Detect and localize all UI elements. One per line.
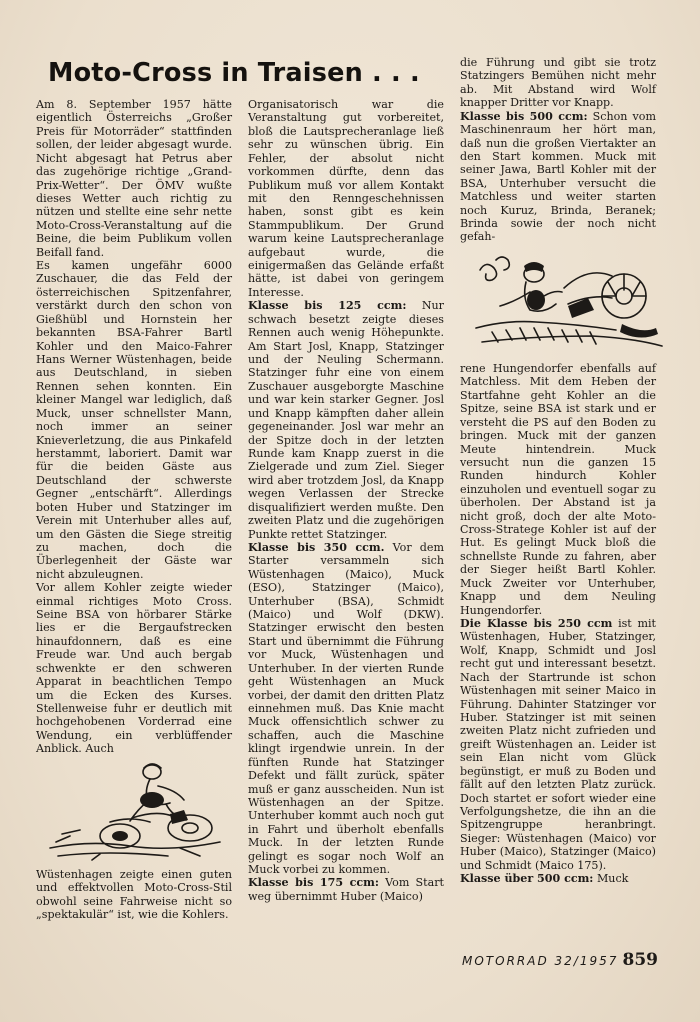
class-350-report: Klasse bis 350 ccm. Vor dem Starter versammeln sich Wüstenhagen (Maico), Muck (ESO), Statzinger (Maico), Unterhuber (BSA), Schmidt (Maico) und Wolf (DKW). Statzinger erwischt den besten Start und übernimmt die Führung vor Muck, Wüstenhagen und Unterhuber. In der vierten Runde geht Wüstenhagen an Muck vorbei, der damit den dritten Platz einnehmen muß. Das Knie macht Muck offensichtlich schwer zu schaffen, auch die Maschine klingt irgendwie unrein. In der fünften Runde hat Statzinger Defekt und fällt zurück, später muß er ganz ausscheiden. Nun ist Wüstenhagen an der Spitze. Unterhuber kommt auch noch gut in Fahrt und überholt ebenfalls Muck. In der letzten Runde gelingt es sogar noch Wolf an Muck vorbei zu kommen. [248,540,444,877]
motocross-rider-illustration [40,756,225,866]
class-125-heading: Klasse bis 125 ccm: [248,299,407,313]
article-column-1 [36,98,232,756]
page-footer [462,950,658,970]
class-175-report: Klasse bis 175 ccm: Vom Start weg übernimmt Huber (Maico) [248,876,444,903]
class-250-heading: Die Klasse bis 250 ccm [460,617,613,631]
crashed-rider-illustration [472,252,664,360]
paragraph: rene Hungendorfer ebenfalls auf Matchless. Mit dem Heben der Startfahne geht Kohler an die Spitze, seine BSA ist stark und er versteht die PS auf den Boden zu bringen. Muck mit der ganzen Meute hintendrein. Muck versucht nun die ganzen 15 Runden hindurch Kohler einzuholen und eventuell sogar zu überholen. Der Abstand ist ja nicht groß, doch der alte Moto-Cross-Stratege Kohler ist auf der Hut. Es gelingt Muck bloß die schnellste Runde zu fahren, aber der Sieger heißt Bartl Kohler. Muck Zweiter vor Unterhuber, Knapp und dem Neuling Hungendorfer. [460,362,656,617]
magazine-issue: MOTORRAD 32/1957 [462,954,619,968]
class-500-heading: Klasse bis 500 ccm: [460,109,588,123]
class-500plus-heading: Klasse über 500 ccm: [460,872,594,886]
class-500plus-report: Klasse über 500 ccm: Muck [460,872,629,886]
class-175-heading: Klasse bis 175 ccm: [248,876,379,890]
article-column-3-continued [460,362,656,885]
paragraph: Es kamen ungefähr 6000 Zuschauer, die das Feld der österreichischen Spitzenfahrer, verstärkt durch den schon von Gießhübl und Hornstein her bekannten BSA-Fahrer Bartl Kohler und den Maico-Fahrer Hans Werner Wüstenhagen, beide aus Deutschland, in sieben Rennen sehen konnten. Ein kleiner Mangel war lediglich, daß Muck, unser schnellster Mann, noch immer an seiner Knieverletzung, die aus Pinkafeld herstammt, laboriert. Damit war für die beiden Gäste aus Deutschland der schwerste Gegner „entschärft“. Allerdings boten Huber und Statzinger im Verein mit Unterhuber alles auf, um den Gästen die Siege streitig zu machen, doch die Überlegenheit der Gäste war nicht abzuleugnen. [36,259,232,581]
class-125-report: Klasse bis 125 ccm: Nur schwach besetzt zeigte dieses Rennen auch wenig Höhepunkte. Am Start Josl, Knapp, Statzinger und der Neuling Schermann. Statzinger fuhr eine von einem Zuschauer ausgeborgte Maschine und war kein starker Gegner. Josl und Knapp kämpften daher allein gegeneinander. Josl war mehr an der Spitze doch in der letzten Runde kam Knapp zuerst in die Zielgerade und zum Ziel. Sieger wird aber trotzdem Josl, da Knapp wegen Verlassen der Strecke disqualifiziert werden mußte. Den zweiten Platz und die zugehörigen Punkte rettet Statzinger. [248,299,444,541]
article-column-3 [460,56,656,244]
paragraph: Am 8. September 1957 hätte eigentlich Österreichs „Großer Preis für Motorräder“ stattfinden sollen, der leider abgesagt wurde. Nicht abgesagt hat Petrus aber das zugehörige richtige „Grand-Prix-Wetter“. Der ÖMV wußte dieses Wetter auch richtig zu nützen und stellte eine sehr nette Moto-Cross-Veranstaltung auf die Beine, die beim Publikum vollen Beifall fand. [36,98,232,259]
class-500-report: Klasse bis 500 ccm: Schon vom Maschinenraum her hört man, daß nun die großen Viertakter an den Start kommen. Muck mit seiner Jawa, Bartl Kohler mit der BSA, Unterhuber versucht die Matchless und weiter starten noch Kuruz, Brinda, Beranek; Brinda sowie der noch nicht gefah- [460,109,656,244]
class-350-heading: Klasse bis 350 ccm. [248,540,385,554]
article-headline: Moto-Cross in Traisen . . . [48,58,420,88]
paragraph: die Führung und gibt sie trotz Statzingers Bemühen nicht mehr ab. Mit Abstand wird Wolf knapper Dritter vor Knapp. [460,56,656,110]
illustration-caption-1: Wüstenhagen zeigte einen guten und effektvollen Moto-Cross-Stil obwohl seine Fahrweise nicht so „spektakulär“ ist, wie die Kohlers. [36,868,232,922]
class-250-report: Die Klasse bis 250 ccm ist mit Wüstenhagen, Huber, Statzinger, Wolf, Knapp, Schmidt und Josl recht gut und interessant besetzt. Nach der Startrunde ist schon Wüstenhagen mit seiner Maico in Führung. Dahinter Statzinger vor Huber. Statzinger ist mit seinen zweiten Platz nicht zufrieden und greift Wüstenhagen an. Leider ist sein Elan nicht vom Glück begünstigt, er muß zu Boden und fällt auf den letzten Platz zurück. Doch startet er sofort wieder eine Verfolgungshetze, die ihn an die Spitzengruppe heranbringt. Sieger: Wüstenhagen (Maico) vor Huber (Maico), Statzinger (Maico) und Schmidt (Maico 175). [460,617,657,872]
paragraph: Organisatorisch war die Veranstaltung gut vorbereitet, bloß die Lautsprecheranlage ließ sehr zu wünschen übrig. Ein Fehler, der absolut nicht vorkommen dürfte, denn das Publikum muß vor allem Kontakt mit den Renngeschehnissen haben, sonst gibt es kein Stammpublikum. Der Grund warum keine Lautsprecheranlage aufgebaut wurde, die einigermaßen das Gelände erfaßt hätte, ist dabei von geringem Interesse. [248,98,444,299]
page-number: 859 [622,950,658,970]
paragraph: Vor allem Kohler zeigte wieder einmal richtiges Moto Cross. Seine BSA von hörbarer Stärke lies er die Bergaufstrecken hinaufdonnern, daß es eine Freude war. Und auch bergab schwenkte er den schweren Apparat in beachtlichen Tempo um die Ecken des Kurses. Stellenweise fuhr er deutlich mit hochgehobenen Vorderrad eine Wendung, ein verblüffender Anblick. Auch [36,581,232,756]
article-column-2 [248,98,444,903]
